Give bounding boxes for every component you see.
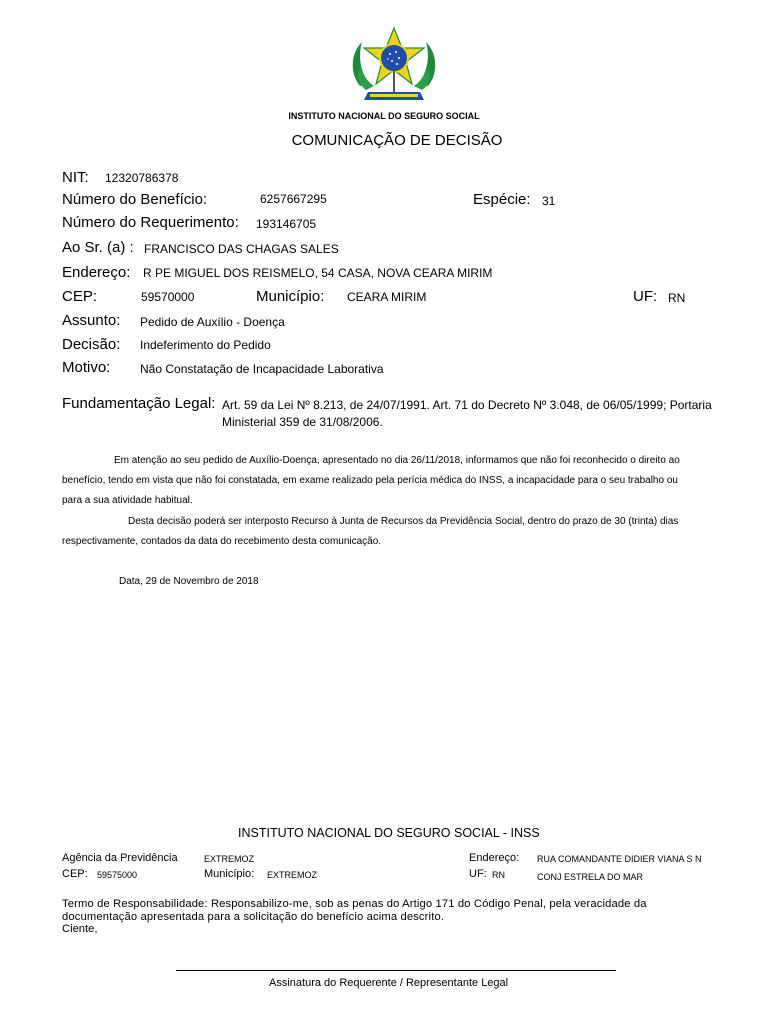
termo-line-1: Termo de Responsabilidade: Responsabilizo-me, sob as penas do Artigo 171 do Código Penal, pela veracidade da (62, 898, 647, 910)
footer-cep-value: 59575000 (97, 870, 138, 880)
footer-uf-label: UF: (469, 868, 487, 880)
requerimento-value: 193146705 (256, 217, 317, 231)
beneficio-label: Número do Benefício: (62, 191, 208, 208)
municipio-label: Município: (256, 288, 325, 305)
ao-sr-value: FRANCISCO DAS CHAGAS SALES (144, 242, 339, 256)
footer-uf-value: RN (492, 870, 505, 880)
ao-sr-label: Ao Sr. (a) : (62, 239, 134, 256)
signature-line (176, 970, 616, 971)
uf-label: UF: (633, 288, 658, 305)
fundamentacao-value-line2: Ministerial 359 de 31/08/2006. (222, 415, 383, 429)
motivo-label: Motivo: (62, 359, 111, 376)
footer-title: INSTITUTO NACIONAL DO SEGURO SOCIAL - INSS (238, 826, 540, 840)
cep-label: CEP: (62, 288, 98, 305)
requerimento-label: Número do Requerimento: (62, 214, 239, 231)
agencia-value: EXTREMOZ (204, 854, 255, 864)
municipio-value: CEARA MIRIM (347, 290, 427, 304)
body-paragraph-1-line-3: para a sua atividade habitual. (62, 495, 193, 506)
especie-label: Espécie: (473, 191, 531, 208)
especie-value: 31 (542, 194, 556, 208)
beneficio-value: 6257667295 (260, 192, 327, 206)
body-paragraph-2-line-1: Desta decisão poderá ser interposto Recurso à Junta de Recursos da Previdência Social, dentro do prazo de 30 (trinta) dias (128, 516, 679, 527)
fundamentacao-value-line1: Art. 59 da Lei Nº 8.213, de 24/07/1991. Art. 71 do Decreto Nº 3.048, de 06/05/1999; Portaria (222, 398, 712, 412)
decisao-value: Indeferimento do Pedido (140, 338, 271, 352)
agencia-label: Agência da Previdência (62, 852, 178, 864)
footer-cep-label: CEP: (62, 868, 88, 880)
signature-label: Assinatura do Requerente / Representante Legal (269, 977, 509, 989)
document-date: Data, 29 de Novembro de 2018 (119, 576, 259, 587)
endereco-label: Endereço: (62, 264, 131, 281)
nit-value: 12320786378 (105, 171, 179, 185)
footer-endereco-value-2: CONJ ESTRELA DO MAR (537, 872, 644, 882)
body-paragraph-1-line-2: benefício, tendo em vista que não foi constatada, em exame realizado pela perícia médica do INSS, a incapacidade para o seu trabalho ou (62, 475, 678, 486)
fundamentacao-label: Fundamentação Legal: (62, 395, 216, 412)
assunto-value: Pedido de Auxílio - Doença (140, 315, 285, 329)
footer-endereco-label: Endereço: (469, 852, 520, 864)
footer-endereco-value-1: RUA COMANDANTE DIDIER VIANA S N (537, 854, 702, 864)
brasil-coat-of-arms-seal (348, 26, 440, 106)
cep-value: 59570000 (141, 290, 195, 304)
body-paragraph-1-line-1: Em atenção ao seu pedido de Auxílio-Doença, apresentado no dia 26/11/2018, informamos que não foi reconhecido o direito ao (114, 455, 680, 466)
uf-value: RN (668, 291, 686, 305)
nit-label: NIT: (62, 169, 89, 186)
body-paragraph-2-line-2: respectivamente, contados da data do recebimento desta comunicação. (62, 536, 382, 547)
motivo-value: Não Constatação de Incapacidade Laborativa (140, 362, 384, 376)
institute-name: INSTITUTO NACIONAL DO SEGURO SOCIAL (288, 111, 480, 121)
endereco-value: R PE MIGUEL DOS REISMELO, 54 CASA, NOVA CEARA MIRIM (143, 266, 493, 280)
termo-line-3: Ciente, (62, 923, 98, 935)
footer-municipio-value: EXTREMOZ (267, 870, 318, 880)
footer-municipio-label: Município: (204, 868, 255, 880)
decisao-label: Decisão: (62, 336, 121, 353)
assunto-label: Assunto: (62, 312, 121, 329)
document-title: COMUNICAÇÃO DE DECISÃO (291, 132, 503, 149)
termo-line-2: documentação apresentada para a solicitação do benefício acima descrito. (62, 911, 445, 923)
